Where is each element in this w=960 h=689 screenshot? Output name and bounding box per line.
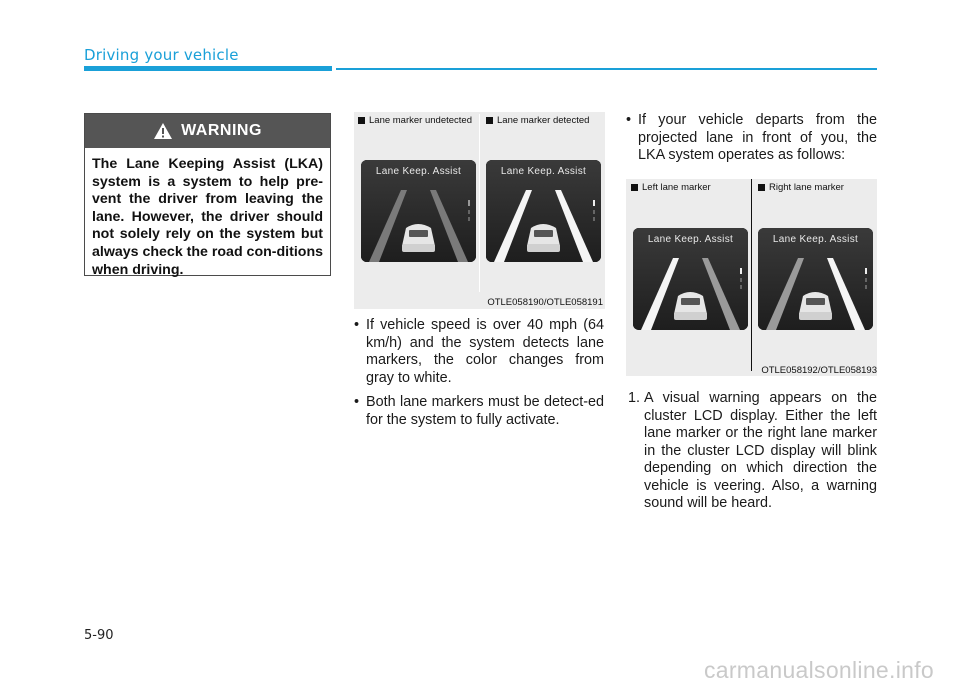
figure2-left-label-text: Left lane marker (642, 182, 711, 193)
figure2-code: OTLE058192/OTLE058193 (761, 365, 877, 376)
warning-triangle-icon (153, 122, 173, 140)
square-bullet-icon (486, 117, 493, 124)
square-bullet-icon (758, 184, 765, 191)
lcd-title: Lane Keep. Assist (772, 234, 859, 245)
step-text: A visual warning appears on the cluster LCD display. Either the left lane marker or the right lane marker in the cluster LCD display will blink depending on which direction the vehicle is veering. Also, a warning sound will be heard. (644, 390, 877, 511)
figure2-right-label (758, 182, 844, 193)
car-icon (799, 292, 832, 320)
figure1-right-label (486, 115, 589, 126)
middle-bullet-list (354, 317, 604, 436)
figure-lane-departure (626, 179, 877, 376)
figure1-divider (479, 114, 480, 292)
lcd-title: Lane Keep. Assist (375, 166, 462, 177)
car-icon (674, 292, 707, 320)
figure1-right-label-text: Lane marker detected (497, 115, 590, 126)
section-title: Driving your vehicle (84, 46, 239, 64)
figure1-left-label-text: Lane marker undetected (369, 115, 472, 126)
list-item (628, 390, 877, 513)
warning-box (84, 113, 331, 276)
lcd-display-detected (486, 160, 601, 262)
figure2-left-label (631, 182, 711, 193)
figure2-right-label-text: Right lane marker (769, 182, 844, 193)
square-bullet-icon (631, 184, 638, 191)
right-bullet-list (626, 112, 877, 172)
list-item: • If your vehicle departs from the projected lane in front of you, the LKA system operates as follows: (626, 112, 877, 165)
list-item: • Both lane markers must be detect-ed for the system to fully activate. (354, 394, 604, 429)
warning-text: The Lane Keeping Assist (LKA) system is a system to help pre-vent the driver from leaving the lane. However, the driver should not solely rely on the system but always check the road con-ditions when driving. (92, 156, 324, 278)
car-icon (527, 224, 560, 252)
list-item: • If vehicle speed is over 40 mph (64 km/h) and the system detects lane markers, the color changes from gray to white. (354, 317, 604, 387)
header-rule-thin (336, 68, 877, 70)
figure1-code: OTLE058190/OTLE058191 (487, 297, 603, 308)
page-number: 5-90 (84, 628, 114, 643)
car-icon (402, 224, 435, 252)
figure2-divider (751, 179, 752, 371)
figure-lane-detection (354, 112, 605, 309)
figure1-left-label (358, 115, 472, 126)
warning-header (85, 114, 330, 148)
header-rule-thick (84, 66, 332, 71)
lcd-title: Lane Keep. Assist (647, 234, 734, 245)
lcd-display-undetected (361, 160, 476, 262)
square-bullet-icon (358, 117, 365, 124)
step-number: 1. (628, 390, 641, 406)
lcd-display-right-marker (758, 228, 873, 330)
lcd-display-left-marker (633, 228, 748, 330)
numbered-step-list (628, 390, 877, 513)
warning-title: WARNING (181, 122, 262, 139)
lcd-title: Lane Keep. Assist (500, 166, 587, 177)
watermark: carmanualsonline.info (703, 657, 934, 683)
